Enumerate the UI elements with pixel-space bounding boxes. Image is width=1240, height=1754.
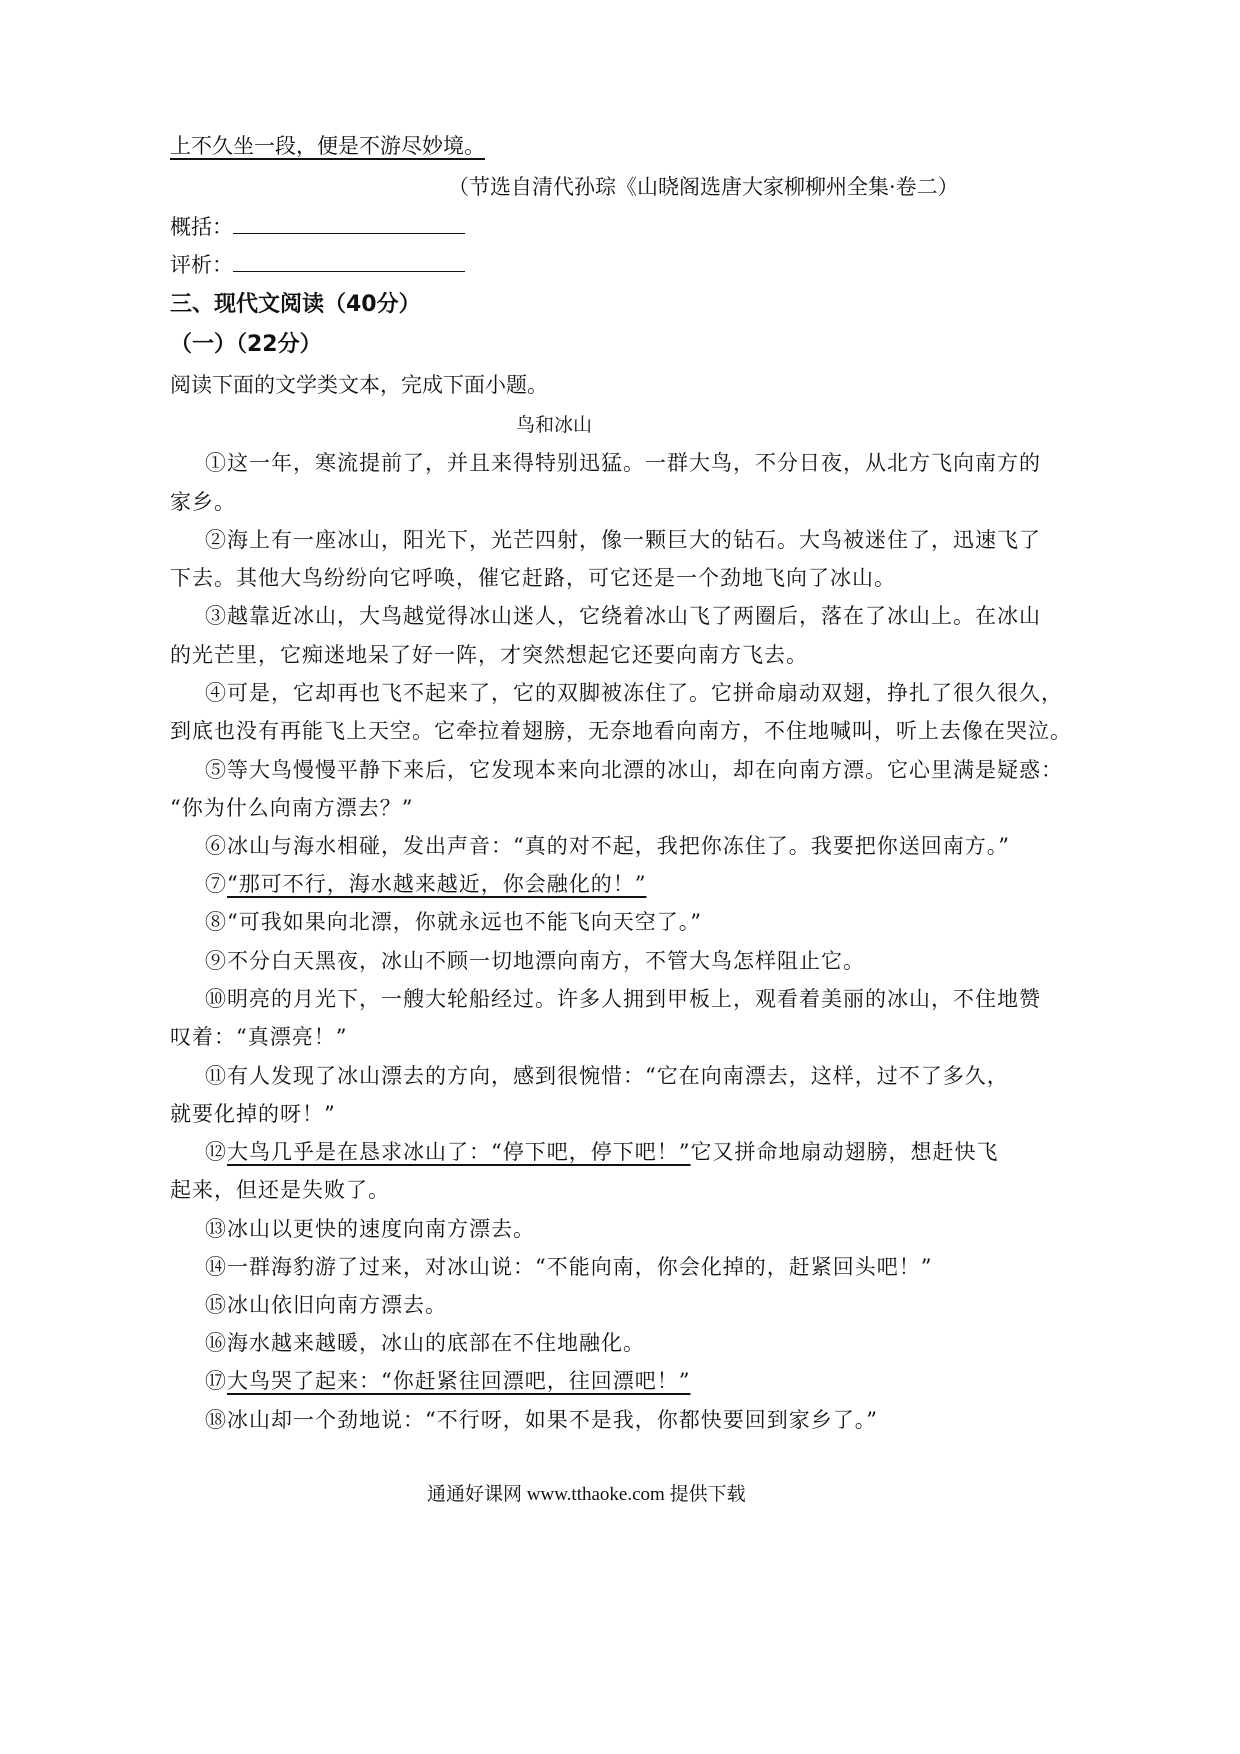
article-line: ⑪有人发现了冰山漂去的方向，感到很惋惜：“它在向南漂去，这样，过不了多久，: [205, 1064, 1009, 1088]
article-line: ⑬冰山以更快的速度向南方漂去。: [205, 1217, 535, 1241]
source-note: （节选自清代孙琮《山晓阁选唐大家柳柳州全集·卷二）: [448, 175, 959, 199]
article-line: ⑯海水越来越暖，冰山的底部在不住地融化。: [205, 1331, 645, 1355]
underlined-sentence: 大鸟几乎是在恳求冰山了：“停下吧，停下吧！”: [227, 1140, 691, 1164]
section-instruction: 阅读下面的文学类文本，完成下面小题。: [170, 373, 548, 397]
summary-field: [170, 212, 465, 242]
paragraph-number: ⑦: [205, 872, 227, 896]
review-label: 评析：: [170, 253, 233, 277]
article-line: ④可是，它却再也飞不起来了，它的双脚被冻住了。它拼命扇动双翅，挣扎了很久很久，: [205, 681, 1063, 705]
review-field: [170, 250, 465, 280]
section-heading: 三、现代文阅读（40分）: [170, 292, 421, 317]
article-line: ②海上有一座冰山，阳光下，光芒四射，像一颗巨大的钻石。大鸟被迷住了，迅速飞了: [205, 528, 1041, 552]
article-line: ⑤等大鸟慢慢平静下来后，它发现本来向北漂的冰山，却在向南方漂。它心里满是疑惑：: [205, 758, 1063, 782]
article-line: ⑮冰山依旧向南方漂去。: [205, 1293, 447, 1317]
summary-blank[interactable]: [233, 213, 465, 234]
sentence-continuation: 它又拼命地扇动翅膀，想赶快飞: [690, 1140, 999, 1164]
article-line: 到底也没有再能飞上天空。它牵拉着翅膀，无奈地看向南方，不住地喊叫，听上去像在哭泣。: [170, 719, 1072, 743]
review-blank[interactable]: [233, 251, 465, 272]
article-line: 家乡。: [170, 490, 236, 514]
article-line: 下去。其他大鸟纷纷向它呼唤，催它赶路，可它还是一个劲地飞向了冰山。: [170, 566, 896, 590]
prev-text-end: 上不久坐一段，便是不游尽妙境。: [170, 134, 485, 158]
article-line: ③越靠近冰山，大鸟越觉得冰山迷人，它绕着冰山飞了两圈后，落在了冰山上。在冰山: [205, 604, 1041, 628]
article-line: ⑭一群海豹游了过来，对冰山说：“不能向南，你会化掉的，赶紧回头吧！”: [205, 1255, 933, 1279]
article-line: ⑱冰山却一个劲地说：“不行呀，如果不是我，你都快要回到家乡了。”: [205, 1408, 878, 1432]
article-line: “你为什么向南方漂去？”: [170, 796, 414, 820]
section-subheading: （一）（22分）: [170, 332, 322, 357]
article-line: ⑩明亮的月光下，一艘大轮船经过。许多人拥到甲板上，观看着美丽的冰山，不住地赞: [205, 987, 1041, 1011]
article-line: ⑨不分白天黑夜，冰山不顾一切地漂向南方，不管大鸟怎样阻止它。: [205, 949, 865, 973]
article-line: 的光芒里，它痴迷地呆了好一阵，才突然想起它还要向南方飞去。: [170, 643, 808, 667]
article-line: [205, 1366, 690, 1396]
article-line: 就要化掉的呀！”: [170, 1102, 336, 1126]
footer-credit: 通通好课网 www.tthaoke.com 提供下载: [427, 1484, 746, 1505]
article-line: [205, 869, 646, 899]
paragraph-number: ⑫: [205, 1140, 227, 1164]
article-title: 鸟和冰山: [516, 414, 593, 436]
article-line: ⑧“可我如果向北漂，你就永远也不能飞向天空了。”: [205, 910, 702, 934]
article-line: 起来，但还是失败了。: [170, 1178, 390, 1202]
underlined-sentence: 大鸟哭了起来：“你赶紧往回漂吧，往回漂吧！”: [227, 1369, 691, 1393]
underlined-sentence: “那可不行，海水越来越近，你会融化的！”: [227, 872, 647, 896]
article-line: 叹着：“真漂亮！”: [170, 1025, 348, 1049]
article-line: [205, 1137, 998, 1167]
summary-label: 概括：: [170, 215, 233, 239]
article-line: ①这一年，寒流提前了，并且来得特别迅猛。一群大鸟，不分日夜，从北方飞向南方的: [205, 451, 1041, 475]
paragraph-number: ⑰: [205, 1369, 227, 1393]
article-line: ⑥冰山与海水相碰，发出声音：“真的对不起，我把你冻住了。我要把你送回南方。”: [205, 834, 1010, 858]
